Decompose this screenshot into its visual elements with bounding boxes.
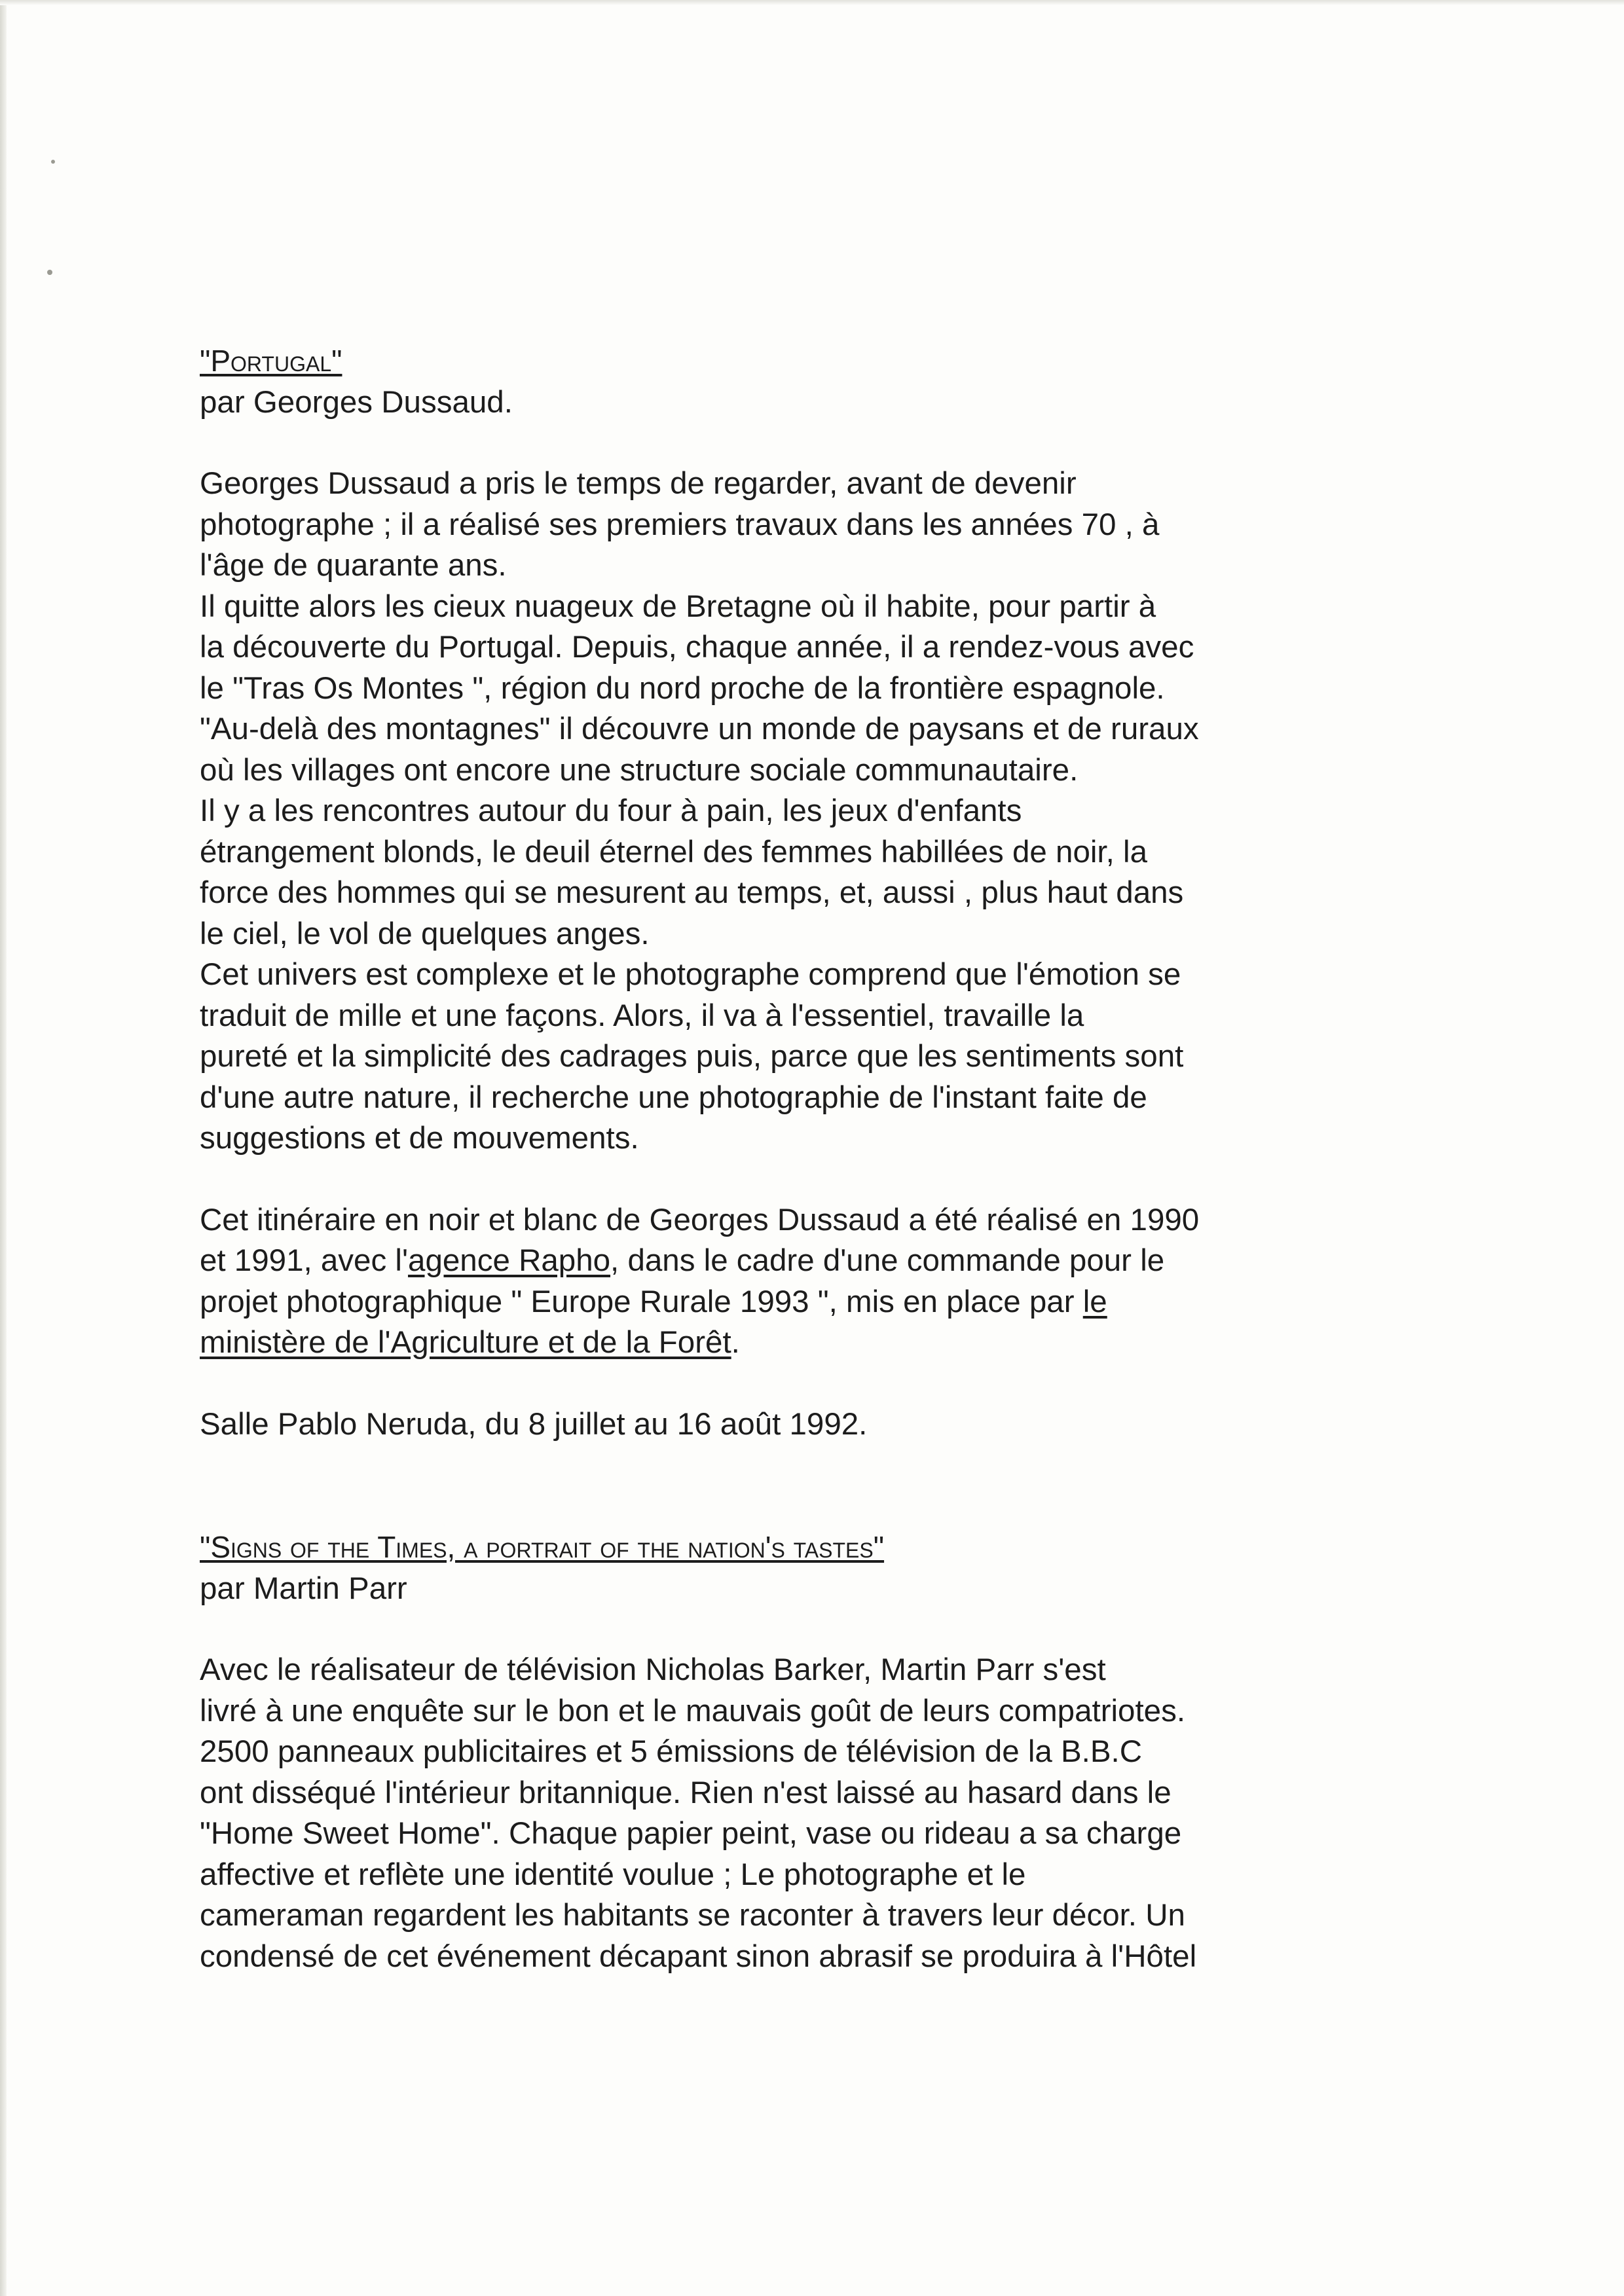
- scan-speck: [51, 160, 55, 164]
- text-line: condensé de cet événement décapant sinon abrasif se produira à l'Hôtel: [200, 1939, 1197, 1974]
- text-line: Il quitte alors les cieux nuageux de Bretagne où il habite, pour partir à: [200, 589, 1156, 624]
- text-line: ont disséqué l'intérieur britannique. Rien n'est laissé au hasard dans le: [200, 1775, 1172, 1810]
- text-line: d'une autre nature, il recherche une photographie de l'instant faite de: [200, 1080, 1147, 1115]
- text-line: [200, 1241, 1447, 1282]
- text-line: le "Tras Os Montes ", région du nord proche de la frontière espagnole.: [200, 670, 1165, 706]
- scan-edge-top: [0, 0, 1624, 5]
- text-line: 2500 panneaux publicitaires et 5 émissions de télévision de la B.B.C: [200, 1734, 1143, 1769]
- text-line: Avec le réalisateur de télévision Nicholas Barker, Martin Parr s'est: [200, 1652, 1106, 1687]
- underlined-agence-rapho: agence Rapho: [408, 1243, 611, 1278]
- text-line: "Au-delà des montagnes" il découvre un monde de paysans et de ruraux: [200, 712, 1199, 746]
- exhibition-venue-dates: Salle Pablo Neruda, du 8 juillet au 16 août 1992.: [200, 1406, 868, 1442]
- underlined-ministere: le: [1082, 1284, 1107, 1319]
- text-line: la découverte du Portugal. Depuis, chaque année, il a rendez-vous avec: [200, 630, 1194, 665]
- text-line: photographe ; il a réalisé ses premiers travaux dans les années 70 , à: [200, 507, 1160, 542]
- text-run: .: [731, 1325, 740, 1360]
- text-line: livré à une enquête sur le bon et le mauvais goût de leurs compatriotes.: [200, 1693, 1186, 1728]
- text-run: , dans le cadre d'une commande pour le: [610, 1243, 1165, 1278]
- text-line: suggestions et de mouvements.: [200, 1121, 639, 1156]
- text-line: où les villages ont encore une structure sociale communautaire.: [200, 752, 1079, 788]
- underlined-ministere: ministère de l'Agriculture et de la Forêt: [200, 1325, 731, 1360]
- paragraph-portugal-credits: [200, 1200, 1447, 1364]
- scan-speck: [47, 270, 52, 275]
- document-body: [200, 340, 1447, 1977]
- section-title-portugal: "Portugal": [200, 344, 342, 378]
- text-line: cameraman regardent les habitants se raconter à travers leur décor. Un: [200, 1898, 1185, 1933]
- text-line: étrangement blonds, le deuil éternel des femmes habillées de noir, la: [200, 834, 1147, 869]
- text-line: affective et reflète une identité voulue ; Le photographe et le: [200, 1857, 1026, 1892]
- section-byline-dussaud: par Georges Dussaud.: [200, 384, 513, 420]
- text-line: "Home Sweet Home". Chaque papier peint, vase ou rideau a sa charge: [200, 1816, 1182, 1851]
- paragraph-parr-description: [200, 1650, 1447, 1977]
- text-line: Georges Dussaud a pris le temps de regarder, avant de devenir: [200, 466, 1077, 501]
- section-title-signs-of-the-times: "Signs of the Times, a portrait of the nation's tastes": [200, 1530, 885, 1564]
- scan-edge-left: [0, 0, 7, 2296]
- text-line: [200, 1322, 1447, 1364]
- text-line: le ciel, le vol de quelques anges.: [200, 916, 650, 951]
- text-line: Cet univers est complexe et le photographe comprend que l'émotion se: [200, 957, 1181, 992]
- text-line: force des hommes qui se mesurent au temps, et, aussi , plus haut dans: [200, 875, 1184, 910]
- text-line: pureté et la simplicité des cadrages puis, parce que les sentiments sont: [200, 1039, 1184, 1074]
- text-line: Cet itinéraire en noir et blanc de Georges Dussaud a été réalisé en 1990: [200, 1202, 1200, 1237]
- paragraph-portugal-description: [200, 464, 1447, 1159]
- text-run: et 1991, avec l': [200, 1243, 409, 1278]
- text-line: traduit de mille et une façons. Alors, il va à l'essentiel, travaille la: [200, 998, 1084, 1033]
- section-byline-parr: par Martin Parr: [200, 1571, 407, 1606]
- text-run: projet photographique " Europe Rurale 1993 ", mis en place par: [200, 1284, 1083, 1319]
- text-line: l'âge de quarante ans.: [200, 548, 507, 583]
- text-line: Il y a les rencontres autour du four à pain, les jeux d'enfants: [200, 793, 1022, 828]
- text-line: [200, 1282, 1447, 1323]
